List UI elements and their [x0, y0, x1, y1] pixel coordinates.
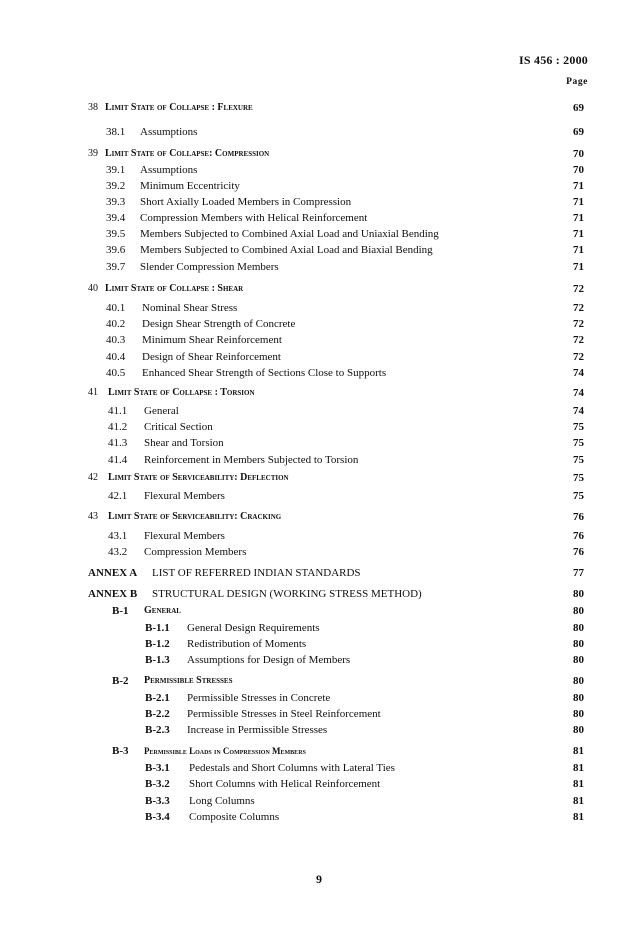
- toc-number: 41.4: [108, 454, 128, 466]
- toc-title: Limit State of Serviceability: Cracking: [108, 511, 282, 522]
- toc-number: 39.4: [106, 212, 126, 224]
- toc-number: 40.4: [106, 351, 126, 363]
- toc-title: Assumptions: [140, 164, 198, 176]
- toc-number: B-3.2: [145, 778, 170, 790]
- toc-title: Enhanced Shear Strength of Sections Close to Supports: [142, 367, 387, 379]
- toc-number: 42: [88, 472, 98, 483]
- toc-section[interactable]: [88, 385, 528, 401]
- toc-number: 40.3: [106, 334, 126, 346]
- toc-subsection[interactable]: [106, 365, 526, 381]
- toc-page: 80: [573, 692, 584, 704]
- toc-subsection[interactable]: [145, 793, 545, 809]
- toc-title: Minimum Eccentricity: [140, 180, 240, 192]
- toc-number: 41.3: [108, 437, 128, 449]
- toc-number: B-1.2: [145, 638, 170, 650]
- standard-header: IS 456 : 2000: [519, 53, 588, 67]
- toc-title: Limit State of Collapse : Flexure: [105, 102, 253, 113]
- toc-page: 72: [573, 302, 584, 314]
- toc-number: B-2: [112, 675, 129, 687]
- toc-page: 80: [573, 638, 584, 650]
- toc-title: Assumptions: [140, 126, 198, 138]
- toc-subsection[interactable]: [106, 178, 526, 194]
- toc-subsection[interactable]: [106, 210, 526, 226]
- toc-title: Shear and Torsion: [144, 437, 224, 449]
- toc-number: 39: [88, 148, 98, 159]
- toc-title: Reinforcement in Members Subjected to Torsion: [144, 454, 359, 466]
- toc-section[interactable]: [112, 603, 532, 619]
- toc-page: 70: [573, 148, 584, 160]
- toc-page: 72: [573, 283, 584, 295]
- toc-title: Redistribution of Moments: [187, 638, 307, 650]
- toc-section[interactable]: [112, 743, 532, 759]
- toc-subsection[interactable]: [106, 194, 526, 210]
- toc-number: B-2.1: [145, 692, 170, 704]
- toc-subsection[interactable]: [145, 760, 545, 776]
- toc-number: B-1: [112, 605, 129, 617]
- toc-number: B-3.4: [145, 811, 170, 823]
- toc-title: Permissible Stresses in Steel Reinforcement: [187, 708, 381, 720]
- toc-number: 38.1: [106, 126, 126, 138]
- toc-page: 75: [573, 454, 584, 466]
- toc-subsection[interactable]: [106, 316, 526, 332]
- toc-page: 72: [573, 334, 584, 346]
- toc-subsection[interactable]: [145, 690, 545, 706]
- toc-title: Permissible Stresses in Concrete: [187, 692, 331, 704]
- toc-page: 75: [573, 490, 584, 502]
- toc-title: Design Shear Strength of Concrete: [142, 318, 296, 330]
- toc-number: 43: [88, 511, 98, 522]
- toc-page: 71: [573, 228, 584, 240]
- toc-title: LIST OF REFERRED INDIAN STANDARDS: [152, 567, 361, 579]
- page-number: 9: [316, 872, 322, 886]
- toc-number: 39.2: [106, 180, 126, 192]
- toc-number: 43.1: [108, 530, 128, 542]
- toc-number: 39.5: [106, 228, 126, 240]
- toc-page: 74: [573, 405, 584, 417]
- toc-number: 39.7: [106, 261, 126, 273]
- toc-page: 74: [573, 387, 584, 399]
- toc-subsection[interactable]: [145, 722, 545, 738]
- toc-subsection[interactable]: [108, 435, 528, 451]
- toc-number: B-1.3: [145, 654, 170, 666]
- toc-title: Assumptions for Design of Members: [187, 654, 351, 666]
- toc-page: 81: [573, 745, 584, 757]
- toc-number: 43.2: [108, 546, 128, 558]
- toc-page: 76: [573, 530, 584, 542]
- toc-page: 80: [573, 622, 584, 634]
- toc-title: Compression Members with Helical Reinforcement: [140, 212, 368, 224]
- toc-title: Permissible Stresses: [144, 675, 233, 686]
- toc-subsection[interactable]: [108, 528, 528, 544]
- toc-number: 39.3: [106, 196, 126, 208]
- toc-section[interactable]: [88, 470, 528, 486]
- toc-title: Long Columns: [189, 795, 255, 807]
- toc-title: General: [144, 605, 181, 616]
- toc-page: 75: [573, 421, 584, 433]
- toc-section[interactable]: [88, 281, 528, 297]
- toc-page: 80: [573, 724, 584, 736]
- toc-subsection[interactable]: [106, 124, 526, 140]
- toc-page: 69: [573, 102, 584, 114]
- toc-page: 72: [573, 351, 584, 363]
- toc-page: 80: [573, 588, 584, 600]
- toc-number: 40.2: [106, 318, 126, 330]
- toc-page: 77: [573, 567, 584, 579]
- toc-page: 71: [573, 261, 584, 273]
- toc-number: 42.1: [108, 490, 128, 502]
- toc-title: Pedestals and Short Columns with Lateral Ties: [189, 762, 395, 774]
- toc-page: 81: [573, 811, 584, 823]
- toc-subsection[interactable]: [145, 776, 545, 792]
- toc-page: 80: [573, 708, 584, 720]
- toc-page: 74: [573, 367, 584, 379]
- toc-subsection[interactable]: [145, 620, 545, 636]
- toc-number: 39.1: [106, 164, 126, 176]
- toc-page: 80: [573, 675, 584, 687]
- toc-subsection[interactable]: [106, 162, 526, 178]
- toc-subsection[interactable]: [106, 349, 526, 365]
- toc-number: B-3: [112, 745, 129, 757]
- toc-title: General Design Requirements: [187, 622, 320, 634]
- toc-title: Nominal Shear Stress: [142, 302, 238, 314]
- toc-number: 39.6: [106, 244, 126, 256]
- toc-number: 40.5: [106, 367, 126, 379]
- toc-number: B-2.3: [145, 724, 170, 736]
- toc-number: ANNEX B: [88, 588, 138, 600]
- toc-title: Limit State of Collapse : Torsion: [108, 387, 255, 398]
- toc-page: 69: [573, 126, 584, 138]
- toc-title: Flexural Members: [144, 530, 225, 542]
- toc-page: 71: [573, 212, 584, 224]
- toc-title: Composite Columns: [189, 811, 280, 823]
- toc-section[interactable]: [88, 100, 528, 116]
- toc-title: Minimum Shear Reinforcement: [142, 334, 282, 346]
- toc-title: Limit State of Serviceability: Deflection: [108, 472, 289, 483]
- toc-subsection[interactable]: [145, 706, 545, 722]
- toc-page: 75: [573, 437, 584, 449]
- toc-title: Increase in Permissible Stresses: [187, 724, 328, 736]
- toc-page: 72: [573, 318, 584, 330]
- toc-section[interactable]: [88, 509, 528, 525]
- toc-subsection[interactable]: [106, 259, 526, 275]
- toc-title: Members Subjected to Combined Axial Load and Biaxial Bending: [140, 244, 433, 256]
- toc-title: Flexural Members: [144, 490, 225, 502]
- toc-subsection[interactable]: [145, 652, 545, 668]
- toc-number: B-3.1: [145, 762, 170, 774]
- toc-number: 40: [88, 283, 98, 294]
- toc-number: 41.2: [108, 421, 128, 433]
- toc-title: Members Subjected to Combined Axial Load and Uniaxial Bending: [140, 228, 439, 240]
- toc-title: Slender Compression Members: [140, 261, 279, 273]
- toc-subsection[interactable]: [108, 544, 528, 560]
- toc-title: Critical Section: [144, 421, 213, 433]
- toc-number: B-1.1: [145, 622, 170, 634]
- toc-subsection[interactable]: [106, 300, 526, 316]
- toc-number: 41: [88, 387, 98, 398]
- toc-subsection[interactable]: [145, 636, 545, 652]
- toc-page: 81: [573, 762, 584, 774]
- toc-page: 71: [573, 244, 584, 256]
- toc-page: 76: [573, 546, 584, 558]
- toc-subsection[interactable]: [108, 488, 528, 504]
- toc-annex[interactable]: [88, 586, 528, 602]
- toc-title: Limit State of Collapse : Shear: [105, 283, 244, 294]
- toc-title: STRUCTURAL DESIGN (WORKING STRESS METHOD): [152, 588, 422, 600]
- toc-page: 76: [573, 511, 584, 523]
- page-column-label: Page: [566, 77, 588, 87]
- toc-title: Design of Shear Reinforcement: [142, 351, 281, 363]
- toc-section[interactable]: [112, 673, 532, 689]
- toc-page: 81: [573, 795, 584, 807]
- toc-subsection[interactable]: [106, 226, 526, 242]
- toc-page: 71: [573, 180, 584, 192]
- toc-title: General: [144, 405, 179, 417]
- toc-page: 70: [573, 164, 584, 176]
- toc-subsection[interactable]: [106, 242, 526, 258]
- toc-page: 81: [573, 778, 584, 790]
- toc-number: B-3.3: [145, 795, 170, 807]
- toc-number: 40.1: [106, 302, 126, 314]
- toc-number: 41.1: [108, 405, 128, 417]
- toc-subsection[interactable]: [108, 403, 528, 419]
- toc-annex[interactable]: [88, 565, 528, 581]
- toc-title: Short Axially Loaded Members in Compression: [140, 196, 352, 208]
- toc-subsection[interactable]: [106, 332, 526, 348]
- toc-title: Compression Members: [144, 546, 247, 558]
- toc-page: 71: [573, 196, 584, 208]
- toc-section[interactable]: [88, 146, 528, 162]
- toc-page: 75: [573, 472, 584, 484]
- toc-subsection[interactable]: [108, 419, 528, 435]
- toc-title: Permissible Loads in Compression Members: [144, 746, 306, 756]
- toc-subsection[interactable]: [108, 452, 528, 468]
- toc-number: B-2.2: [145, 708, 170, 720]
- toc-number: 38: [88, 102, 98, 113]
- toc-number: ANNEX A: [88, 567, 138, 579]
- toc-title: Short Columns with Helical Reinforcement: [189, 778, 381, 790]
- toc-subsection[interactable]: [145, 809, 545, 825]
- toc-page: 80: [573, 605, 584, 617]
- toc-page: 80: [573, 654, 584, 666]
- toc-title: Limit State of Collapse: Compression: [105, 148, 270, 159]
